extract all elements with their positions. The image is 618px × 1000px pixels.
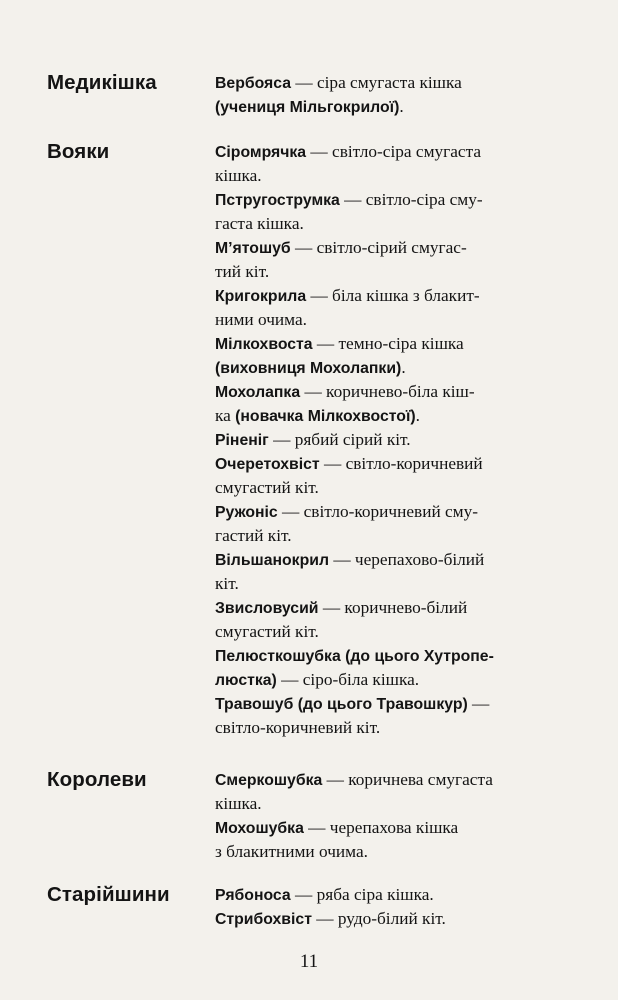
entry-line bbox=[215, 71, 545, 95]
entry-line bbox=[215, 380, 545, 404]
cat-name-bold: Ружоніс bbox=[215, 504, 278, 521]
description-text: — світло-сірий смугас- bbox=[290, 238, 467, 257]
entry-line bbox=[215, 356, 545, 380]
description-text: — сіра смугаста кішка bbox=[291, 73, 462, 92]
cat-entry bbox=[215, 596, 545, 644]
entry-line bbox=[215, 428, 545, 452]
entry-line bbox=[215, 668, 545, 692]
cat-name-bold: Рябоноса bbox=[215, 887, 291, 904]
category-label: Старійшини bbox=[47, 883, 170, 906]
entry-line bbox=[215, 332, 545, 356]
cat-entry bbox=[215, 644, 545, 692]
entry-line bbox=[215, 716, 545, 740]
description-text: — коричнево-білий bbox=[318, 598, 468, 617]
cat-entry bbox=[215, 452, 545, 500]
entry-line bbox=[215, 404, 545, 428]
description-text: кішка. bbox=[215, 794, 262, 813]
description-text: — ряба сіра кішка. bbox=[290, 885, 434, 904]
entry-line bbox=[215, 164, 545, 188]
description-text: тий кіт. bbox=[215, 262, 270, 281]
description-text: . bbox=[399, 97, 404, 116]
cat-name-bold: люстка) bbox=[215, 672, 277, 689]
description-text: гаста кішка. bbox=[215, 214, 304, 233]
cat-name-bold: Очеретохвіст bbox=[215, 456, 320, 473]
description-text: — рудо-білий кіт. bbox=[311, 909, 446, 928]
cat-name-bold: Вербояса bbox=[215, 75, 292, 92]
entry-line bbox=[215, 840, 545, 864]
entry-line bbox=[215, 476, 545, 500]
cat-name-bold: Пелюсткошубка (до цього Хутропе- bbox=[215, 648, 494, 665]
entry-line bbox=[215, 188, 545, 212]
description-text: кіт. bbox=[215, 574, 239, 593]
category-label: Королеви bbox=[47, 768, 147, 791]
description-text: — біла кішка з блакит- bbox=[306, 286, 480, 305]
description-text: гастий кіт. bbox=[215, 526, 292, 545]
cat-name-bold: Пстругострумка bbox=[215, 192, 340, 209]
entry-line bbox=[215, 644, 545, 668]
description-text: кішка. bbox=[215, 166, 262, 185]
entry-list bbox=[215, 140, 545, 740]
entry-line bbox=[215, 524, 545, 548]
cat-entry bbox=[215, 284, 545, 332]
description-text: — коричнево-біла кіш- bbox=[300, 382, 475, 401]
cat-name-bold: (новачка Мілкохвостої) bbox=[235, 408, 416, 425]
cat-name-bold: Ріненіг bbox=[215, 432, 269, 449]
entry-list bbox=[215, 883, 545, 931]
cat-entry bbox=[215, 140, 545, 188]
description-text: з блакитними очима. bbox=[215, 842, 368, 861]
description-text: — рябий сірий кіт. bbox=[268, 430, 411, 449]
cat-entry bbox=[215, 883, 545, 907]
description-text: — світло-коричневий сму- bbox=[277, 502, 479, 521]
entry-line bbox=[215, 596, 545, 620]
entry-list bbox=[215, 71, 545, 119]
description-text: — світло-сіра смугаста bbox=[306, 142, 482, 161]
category-label: Медикішка bbox=[47, 71, 157, 94]
cat-entry bbox=[215, 907, 545, 931]
cat-name-bold: Сіромрячка bbox=[215, 144, 307, 161]
entry-list bbox=[215, 768, 545, 864]
cat-name-bold: Мілкохвоста bbox=[215, 336, 313, 353]
description-text: — черепахово-білий bbox=[329, 550, 485, 569]
description-text: — темно-сіра кішка bbox=[312, 334, 464, 353]
cat-entry bbox=[215, 332, 545, 380]
entry-line bbox=[215, 620, 545, 644]
description-text: світло-коричневий кіт. bbox=[215, 718, 381, 737]
cat-entry bbox=[215, 768, 545, 816]
entry-line bbox=[215, 212, 545, 236]
description-text: — bbox=[467, 694, 490, 713]
cat-name-bold: Кригокрила bbox=[215, 288, 307, 305]
cat-name-bold: Вільшанокрил bbox=[215, 552, 329, 569]
cat-name-bold: (учениця Мільгокрилої) bbox=[215, 99, 400, 116]
entry-line bbox=[215, 236, 545, 260]
cat-name-bold: М’ятошуб bbox=[215, 240, 291, 257]
cat-entry bbox=[215, 428, 545, 452]
category-label: Вояки bbox=[47, 140, 110, 163]
description-text: — сіро-біла кішка. bbox=[276, 670, 420, 689]
cat-entry bbox=[215, 71, 545, 119]
description-text: ними очима. bbox=[215, 310, 307, 329]
cat-entry bbox=[215, 188, 545, 236]
cat-name-bold: Смеркошубка bbox=[215, 772, 323, 789]
entry-line bbox=[215, 883, 545, 907]
entry-line bbox=[215, 308, 545, 332]
cat-entry bbox=[215, 500, 545, 548]
cat-entry bbox=[215, 692, 545, 740]
page-number: 11 bbox=[299, 951, 319, 972]
description-text: . bbox=[415, 406, 420, 425]
entry-line bbox=[215, 140, 545, 164]
entry-line bbox=[215, 260, 545, 284]
description-text: смугастий кіт. bbox=[215, 622, 319, 641]
cat-entry bbox=[215, 236, 545, 284]
entry-line bbox=[215, 692, 545, 716]
description-text: . bbox=[401, 358, 406, 377]
description-text: — коричнева смугаста bbox=[322, 770, 493, 789]
description-text: — світло-коричневий bbox=[319, 454, 483, 473]
entry-line bbox=[215, 816, 545, 840]
entry-line bbox=[215, 792, 545, 816]
cat-name-bold: Звисловусий bbox=[215, 600, 319, 617]
cat-name-bold: Мохошубка bbox=[215, 820, 304, 837]
description-text: — світло-сіра сму- bbox=[339, 190, 483, 209]
entry-line bbox=[215, 548, 545, 572]
entry-line bbox=[215, 95, 545, 119]
cat-entry bbox=[215, 816, 545, 864]
entry-line bbox=[215, 572, 545, 596]
description-text: — черепахова кішка bbox=[303, 818, 459, 837]
cat-name-bold: Стрибохвіст bbox=[215, 911, 312, 928]
entry-line bbox=[215, 907, 545, 931]
cat-name-bold: Мохолапка bbox=[215, 384, 301, 401]
cat-entry bbox=[215, 380, 545, 428]
cat-name-bold: (виховниця Мохолапки) bbox=[215, 360, 402, 377]
entry-line bbox=[215, 500, 545, 524]
description-text: смугастий кіт. bbox=[215, 478, 319, 497]
entry-line bbox=[215, 452, 545, 476]
entry-line bbox=[215, 768, 545, 792]
description-text: ка bbox=[215, 406, 236, 425]
cat-name-bold: Травошуб (до цього Травошкур) bbox=[215, 696, 468, 713]
entry-line bbox=[215, 284, 545, 308]
cat-entry bbox=[215, 548, 545, 596]
